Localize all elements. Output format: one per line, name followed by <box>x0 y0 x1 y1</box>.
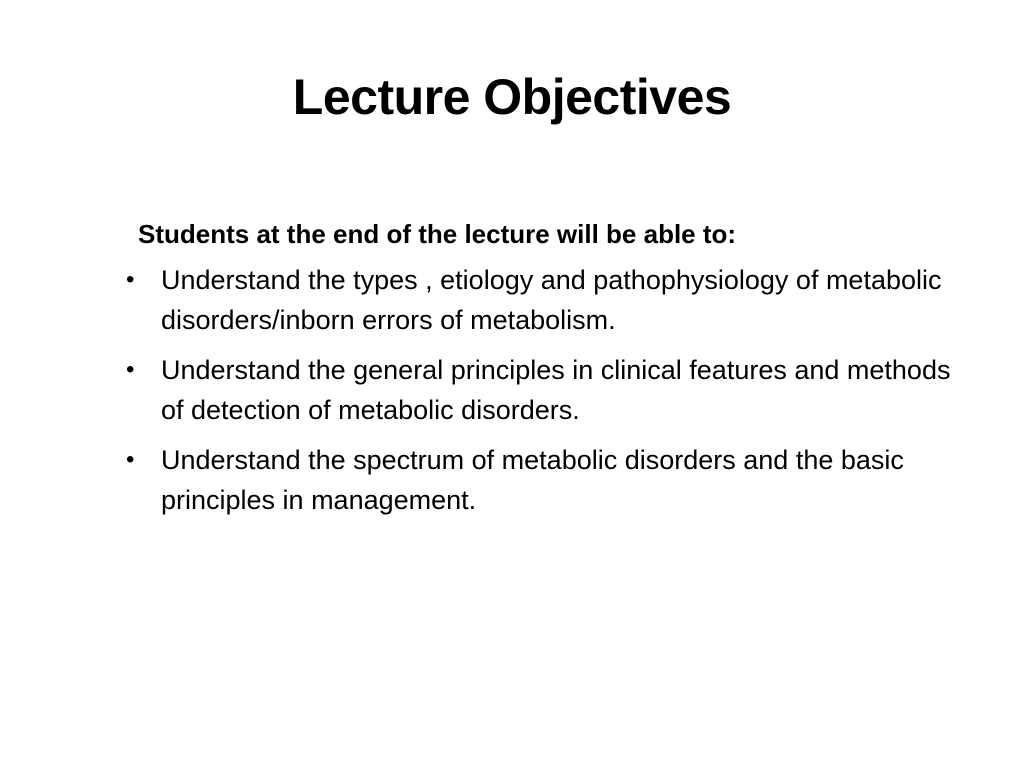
objective-text: Understand the types , etiology and pathophysiology of metabolic disorders/inborn errors of metabolism. <box>161 265 942 335</box>
objective-text: Understand the spectrum of metabolic disorders and the basic principles in management. <box>161 445 904 515</box>
slide-body <box>120 214 960 530</box>
intro-text: Students at the end of the lecture will be able to: <box>138 219 737 249</box>
bullet-icon: • <box>126 356 135 383</box>
bullet-icon: • <box>126 266 135 293</box>
objectives-list <box>120 260 960 520</box>
slide-title: Lecture Objectives <box>292 69 732 125</box>
objective-text: Understand the general principles in clinical features and methods of detection of metabolic disorders. <box>161 355 951 425</box>
bullet-icon: • <box>126 446 135 473</box>
objective-item <box>120 350 960 430</box>
objective-item <box>120 440 960 520</box>
objective-item <box>120 260 960 340</box>
